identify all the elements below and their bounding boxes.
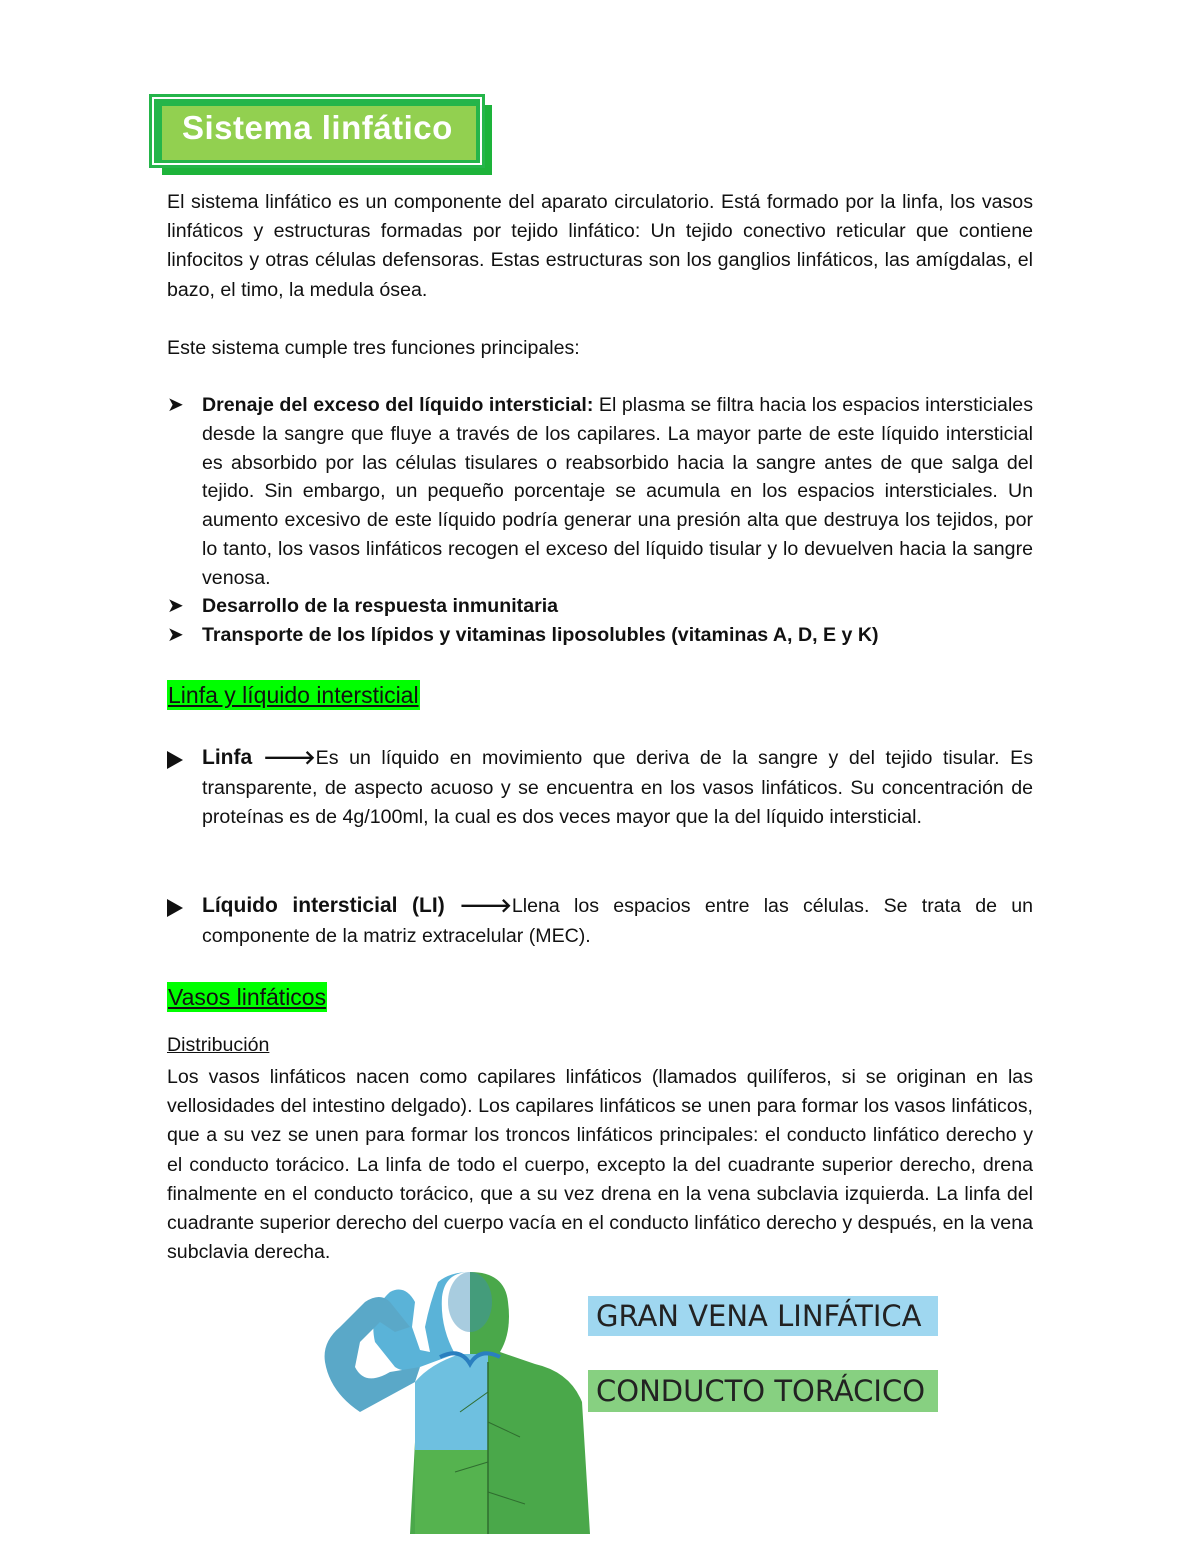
lower-torso [415,1450,488,1534]
function-body: El plasma se filtra hacia los espacios intersticiales desde la sangre que fluye a través de los capilares. La mayor parte de este líquido intersticial es absorbido por las células tisulares o reabsorbido hacia la sangre antes de que salga del tejido. Sin embargo, un pequeño porcentaje se acumula en los espacios intersticiales. Un aumento excesivo de este líquido podría generar una presión alta que destruya los tejidos, por lo tanto, los vasos linfáticos recogen el exceso del líquido tisular y lo devuelven hacia la sangre venosa. [202,394,1033,589]
function-item [167,391,1033,593]
function-title: Desarrollo de la respuesta inmunitaria [202,595,559,617]
function-text [202,592,1033,621]
function-item [167,621,1033,650]
face [448,1272,492,1332]
subsection-heading: Distribución [167,1034,270,1056]
definition-item [167,891,1033,951]
lymphatic-figure [320,1272,950,1534]
definition-body: Es un líquido en movimiento que deriva de la sangre y del tejido tisular. Es transparente, de aspecto acuoso y se encuentra en los vasos linfáticos. Su concentración de proteínas es de 4g/100ml, la cual es dos veces mayor que la del líquido intersticial. [202,747,1033,828]
definition-item [167,743,1033,833]
section-heading: Vasos linfáticos [168,984,327,1010]
function-text [202,621,1033,650]
arrowhead-bullet-icon: ➤ [167,624,184,646]
function-item [167,592,1033,621]
section-heading: Linfa y líquido intersticial [168,682,419,708]
definition-body: Llena los espacios entre las células. Se trata de un componente de la matriz extracelular (MEC). [202,895,1034,947]
functions-intro: Este sistema cumple tres funciones principales: [167,337,580,359]
function-title: Drenaje del exceso del líquido intersticial: [202,394,594,416]
triangle-bullet-icon [167,893,183,922]
arrowhead-bullet-icon: ➤ [167,595,184,617]
definition-term: Líquido intersticial (LI) [202,894,460,917]
figure-label-green: CONDUCTO TORÁCICO [588,1370,938,1412]
distribution-paragraph: Los vasos linfáticos nacen como capilares linfáticos (llamados quilíferos, si se originan en las vellosidades del intestino delgado). Los capilares linfáticos se unen para formar los vasos linfáticos, que a su vez se unen para formar los troncos linfáticos principales: el conducto linfático derecho y el conducto torácico. La linfa de todo el cuerpo, excepto la del cuadrante superior derecho, drena finalmente en el conducto torácico, que a su vez drena en la vena subclavia izquierda. La linfa del cuadrante superior derecho del cuerpo vacía en el conducto linfático derecho y después, en la vena subclavia derecha. [167,1066,1033,1264]
page-title: Sistema linfático [182,109,453,146]
arrowhead-bullet-icon: ➤ [167,394,184,416]
definition-text [202,743,1033,833]
triangle-bullet-icon [167,745,183,774]
right-arrow-icon: 🡒 [263,747,316,769]
figure-label-blue: GRAN VENA LINFÁTICA [588,1296,938,1336]
right-arrow-icon: 🡒 [459,895,512,917]
title-frame [152,97,482,165]
definition-term: Linfa [202,746,264,769]
human-torso-illustration [320,1272,600,1534]
intro-paragraph: El sistema linfático es un componente del aparato circulatorio. Está formado por la linfa, los vasos linfáticos y estructuras formadas por tejido linfático: Un tejido conectivo reticular que contiene linfocitos y otras células defensoras. Estas estructuras son los ganglios linfáticos, las amígdalas, el bazo, el timo, la medula ósea. [167,191,1033,301]
definition-text [202,891,1033,951]
title-box [152,97,492,175]
chest-blue-region [415,1354,488,1450]
function-title: Transporte de los lípidos y vitaminas liposolubles (vitaminas A, D, E y K) [202,624,879,646]
function-text [202,391,1033,593]
